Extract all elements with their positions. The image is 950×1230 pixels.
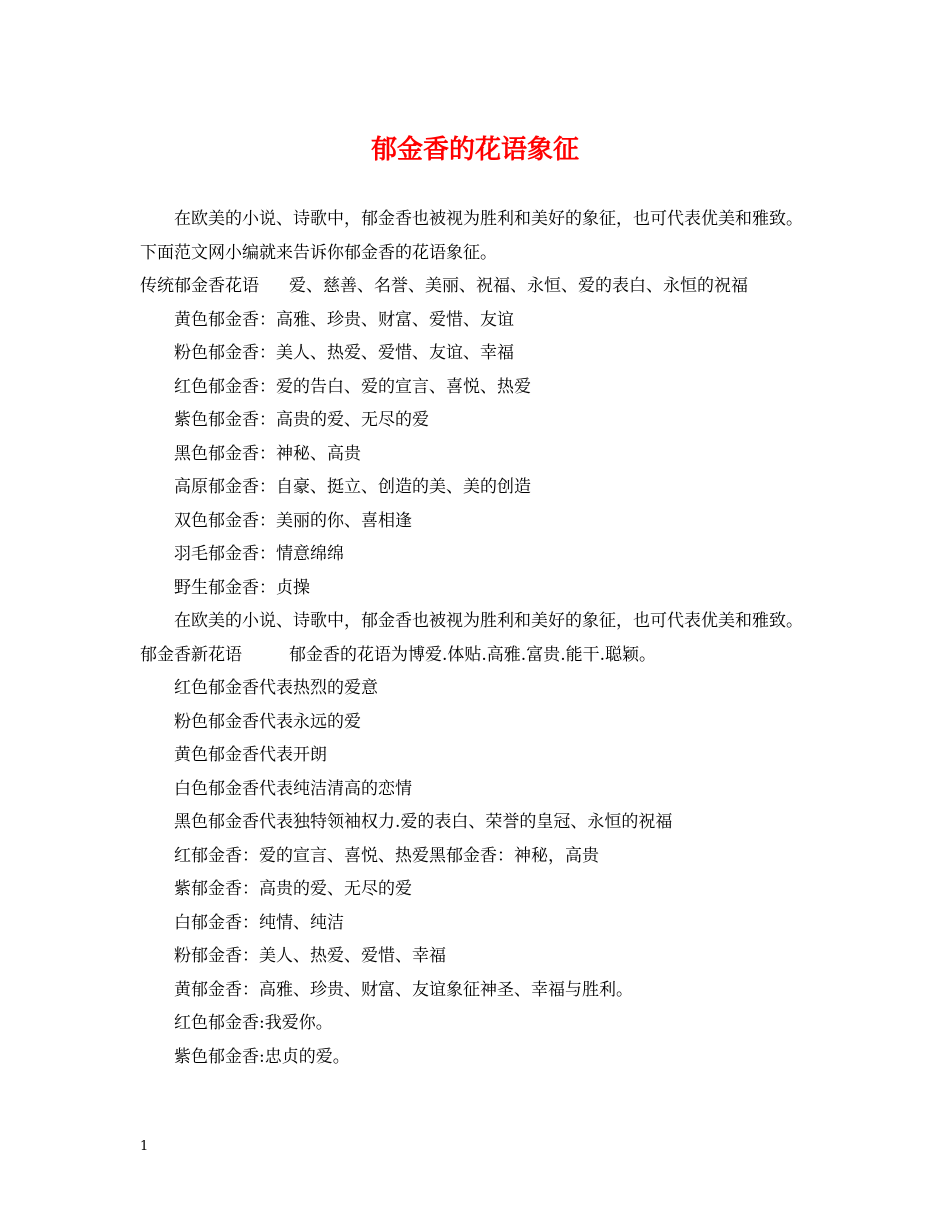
new-meaning-item: 紫色郁金香:忠贞的爱。 [174, 1046, 350, 1067]
color-meaning-item: 粉色郁金香：美人、热爱、爱惜、友谊、幸福 [174, 343, 514, 363]
second-paragraph: 在欧美的小说、诗歌中，郁金香也被视为胜利和美好的象征，也可代表优美和雅致。 [174, 611, 803, 631]
new-meaning-item: 紫郁金香：高贵的爱、无尽的爱 [174, 879, 412, 899]
traditional-meaning-line [140, 270, 812, 304]
color-meaning-item: 野生郁金香：贞操 [174, 577, 310, 598]
new-meaning-item: 白色郁金香代表纯洁清高的恋情 [174, 778, 412, 799]
color-meaning-item: 紫色郁金香：高贵的爱、无尽的爱 [174, 410, 429, 430]
color-meaning-item: 高原郁金香：自豪、挺立、创造的美、美的创造 [174, 477, 531, 497]
new-meaning-label: 郁金香新花语 [140, 644, 242, 665]
new-meaning-item: 黄色郁金香代表开朗 [174, 745, 327, 765]
traditional-meaning-text: 爱、慈善、名誉、美丽、祝福、永恒、爱的表白、永恒的祝福 [289, 276, 748, 296]
document-body [140, 203, 812, 1074]
new-meaning-item: 黄郁金香：高雅、珍贵、财富、友谊象征神圣、幸福与胜利。 [174, 979, 633, 1000]
new-meaning-item: 红色郁金香代表热烈的爱意 [174, 678, 378, 698]
page-number: 1 [140, 1139, 149, 1154]
color-meaning-item: 双色郁金香：美丽的你、喜相逢 [174, 510, 412, 531]
color-meaning-item: 黑色郁金香：神秘、高贵 [174, 443, 361, 464]
color-meaning-item: 黄色郁金香：高雅、珍贵、财富、爱惜、友谊 [174, 309, 514, 330]
new-meaning-item: 红郁金香：爱的宣言、喜悦、热爱黑郁金香：神秘，高贵 [174, 845, 599, 866]
new-meaning-item: 粉郁金香：美人、热爱、爱惜、幸福 [174, 946, 446, 966]
new-meaning-item: 粉色郁金香代表永远的爱 [174, 711, 361, 732]
new-meaning-item: 红色郁金香:我爱你。 [174, 1013, 333, 1033]
document-title: 郁金香的花语象征 [370, 135, 579, 165]
new-meaning-item: 黑色郁金香代表独特领袖权力.爱的表白、荣誉的皇冠、永恒的祝福 [174, 812, 673, 832]
color-meaning-item: 羽毛郁金香：情意绵绵 [174, 544, 344, 564]
intro-paragraph: 在欧美的小说、诗歌中，郁金香也被视为胜利和美好的象征，也可代表优美和雅致。下面范文网小编就来告诉你郁金香的花语象征。 [140, 209, 803, 263]
new-meaning-item: 白郁金香：纯情、纯洁 [174, 912, 344, 933]
traditional-meaning-label: 传统郁金香花语 [140, 276, 259, 296]
new-meaning-text: 郁金香的花语为博爱.体贴.高雅.富贵.能干.聪颖。 [289, 644, 657, 665]
color-meaning-item: 红色郁金香：爱的告白、爱的宣言、喜悦、热爱 [174, 376, 531, 397]
new-meaning-line [140, 639, 812, 673]
